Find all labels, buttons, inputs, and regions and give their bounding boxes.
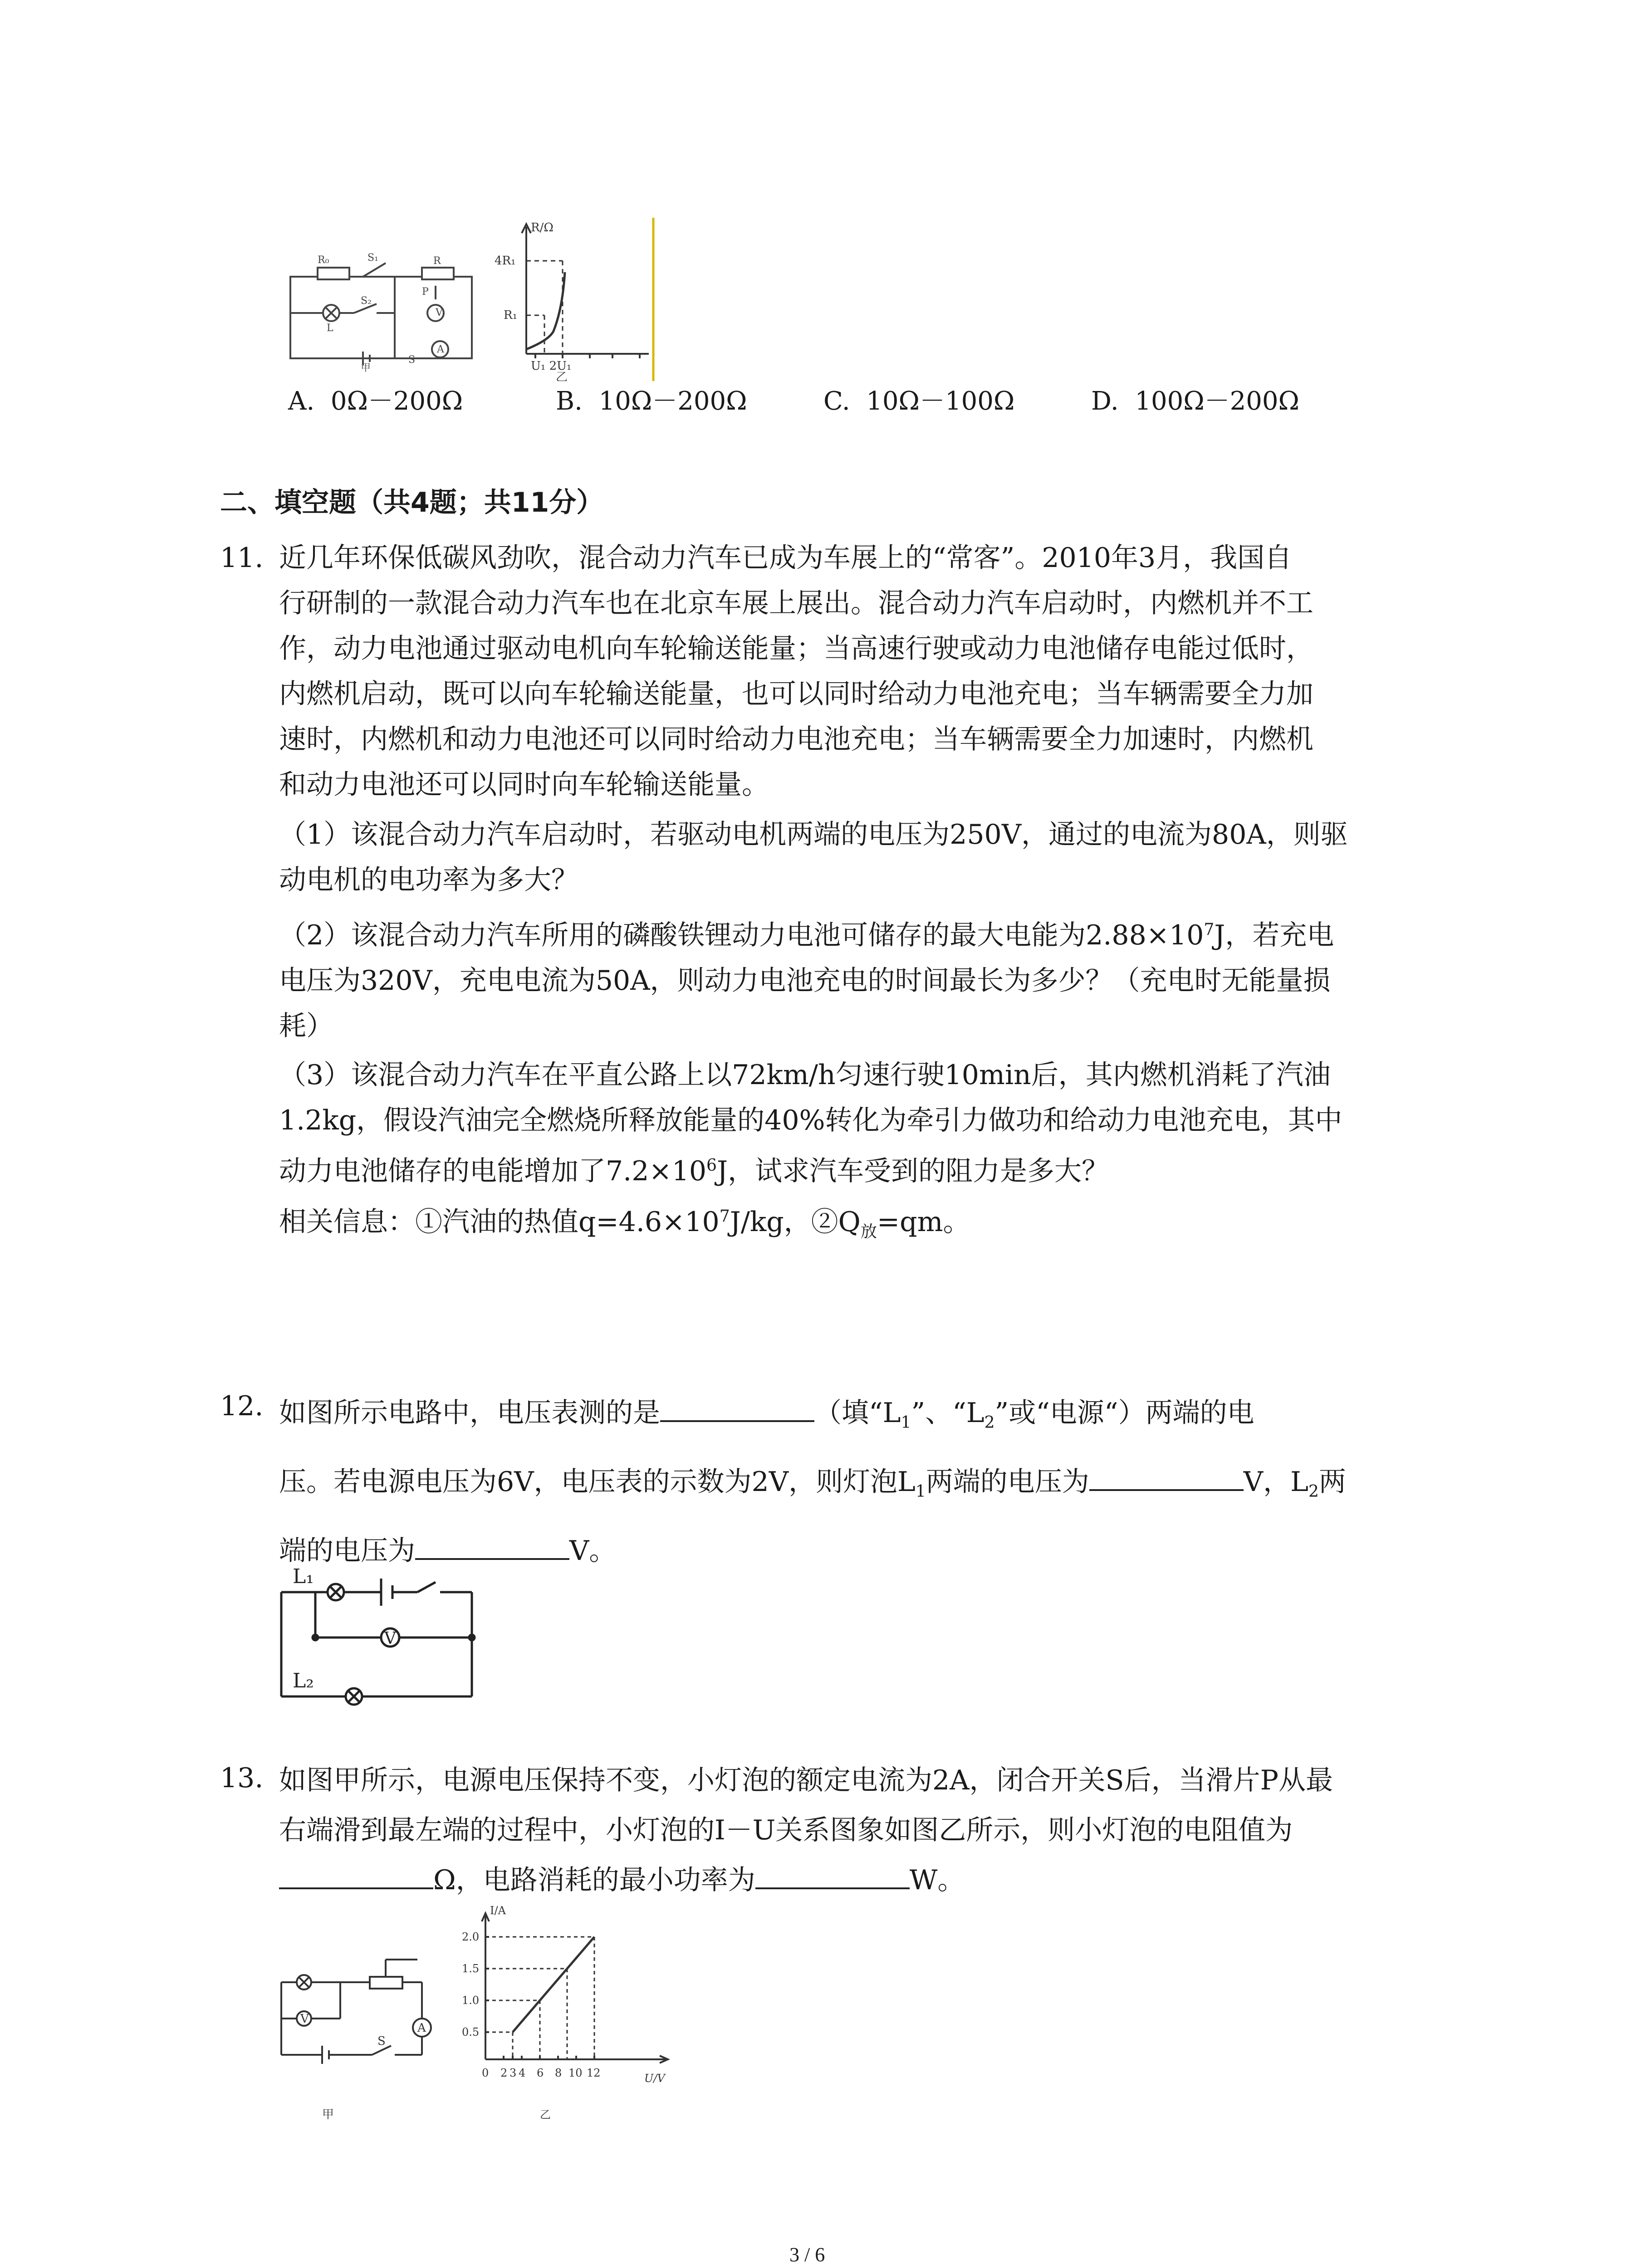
fig13-y-tick: 1.5 xyxy=(462,1962,480,1975)
fig13-x-tick: 0 xyxy=(482,2067,489,2079)
q12-blank-2[interactable] xyxy=(1089,1489,1244,1491)
q11-part3-line: 1.2kg，假设汽油完全燃烧所释放能量的40%转化为牵引力做功和给动力电池充电，其中 xyxy=(279,1105,1342,1136)
q11-part2-line: 耗） xyxy=(279,1010,333,1042)
fig12-v: V xyxy=(384,1629,396,1648)
option-d[interactable]: D. 100Ω－200Ω xyxy=(1091,386,1299,416)
fig13-x-tick: 8 xyxy=(555,2067,562,2079)
label-jia: 甲 xyxy=(361,362,371,372)
q11-part2-line: 电压为320V，充电电流为50A，则动力电池充电的时间最长为多少？（充电时无能量损 xyxy=(279,965,1331,997)
q12-line: 端的电压为 V。 xyxy=(279,1535,617,1567)
q12-stem xyxy=(279,1383,1346,1580)
option-b[interactable]: B. 10Ω－200Ω xyxy=(556,386,747,416)
q11-stem xyxy=(279,535,1313,807)
q12-number: 12. xyxy=(220,1390,264,1422)
fig12-l2: L₂ xyxy=(293,1669,314,1692)
label-p: P xyxy=(422,286,429,298)
label-v: V xyxy=(436,307,443,318)
label-s: S xyxy=(408,354,416,366)
q13-blank-2[interactable] xyxy=(755,1887,910,1889)
q13-stem xyxy=(279,1755,1333,1905)
graph-x-ticks: U₁ 2U₁ xyxy=(531,359,572,373)
q13-number: 13. xyxy=(220,1762,264,1794)
fig13-a: A xyxy=(417,2021,426,2035)
q11-part3-line: （3）该混合动力汽车在平直公路上以72km/h匀速行驶10min后，其内燃机消耗了汽油 xyxy=(279,1059,1331,1091)
fig13-x-tick: 2 xyxy=(500,2067,508,2079)
fig13-y-tick: 0.5 xyxy=(462,2026,480,2038)
option-a[interactable]: A. 0Ω－200Ω xyxy=(288,386,463,416)
q11-info: 相关信息：①汽油的热值$q=4.6\times 10^7J/kg$，$②Q_放=qm$。 xyxy=(279,1206,970,1241)
q11-part2-line: （2）该混合动力汽车所用的磷酸铁锂动力电池可储存的最大电能为$2.88\times 10^7J$，若充电 xyxy=(279,919,1334,951)
label-r: R xyxy=(433,255,441,267)
q10-graph-figure xyxy=(495,218,658,381)
graph-yi: 乙 xyxy=(556,371,568,381)
label-a: A xyxy=(437,344,444,355)
fig13-s: S xyxy=(377,2034,386,2048)
section-title: 二、填空题（共4题；共11分） xyxy=(220,487,604,518)
q13-graph-figure xyxy=(458,1905,694,2132)
q13-line: 右端滑到最左端的过程中，小灯泡的I－U关系图象如图乙所示，则小灯泡的电阻值为 xyxy=(279,1814,1293,1846)
fig13-y-tick: 2.0 xyxy=(462,1931,480,1943)
q12-blank-1[interactable] xyxy=(660,1420,814,1422)
q10-circuit-figure xyxy=(286,236,485,372)
q11-part1-line: （1）该混合动力汽车启动时，若驱动电机两端的电压为250V，通过的电流为80A，则驱 xyxy=(279,819,1348,850)
q12-line: 压。若电源电压为6V，电压表的示数为2V，则灯泡$L_1$两端的电压为 V，$L_2$两 xyxy=(279,1466,1346,1501)
graph-y-high: 4R₁ xyxy=(495,254,516,268)
q11-stem-line: 内燃机启动，既可以向车轮输送能量，也可以同时给动力电池充电；当车辆需要全力加 xyxy=(279,678,1313,710)
q13-blank-1[interactable] xyxy=(279,1887,433,1889)
q11-number: 11. xyxy=(220,542,264,574)
fig13-axis-x: U/V xyxy=(644,2072,665,2085)
q11-part1 xyxy=(279,812,1348,903)
graph-y-low: R₁ xyxy=(504,308,517,322)
fig13-axis-y: I/A xyxy=(490,1905,506,1917)
label-l: L xyxy=(327,323,333,334)
fig12-l1: L₁ xyxy=(293,1565,314,1588)
option-c[interactable]: C. 10Ω－100Ω xyxy=(823,386,1015,416)
q13-circuit-figure xyxy=(272,1950,454,2123)
q11-stem-line: 行研制的一款混合动力汽车也在北京车展上展出。混合动力汽车启动时，内燃机并不工 xyxy=(279,587,1313,619)
fig13-x-tick: 12 xyxy=(587,2067,601,2079)
q11-stem-line: 近几年环保低碳风劲吹，混合动力汽车已成为车展上的“常客”。2010年3月，我国自 xyxy=(279,542,1292,574)
fig13-yi: 乙 xyxy=(540,2108,551,2121)
fig13-v: V xyxy=(300,2012,309,2026)
fig13-x-tick: 3 xyxy=(509,2067,517,2079)
q11-stem-line: 和动力电池还可以同时向车轮输送能量。 xyxy=(279,769,769,801)
fig13-x-tick: 6 xyxy=(537,2067,544,2079)
label-s1: S₁ xyxy=(367,252,378,264)
q12-line: 如图所示电路中，电压表测的是 （填“$L_1$”、“$L_2$”或“电源“）两端的电 xyxy=(279,1397,1254,1432)
graph-axis-y: R/Ω xyxy=(531,221,554,235)
q11-stem-line: 速时，内燃机和动力电池还可以同时给动力电池充电；当车辆需要全力加速时，内燃机 xyxy=(279,723,1313,755)
page-number: 3 / 6 xyxy=(789,2244,825,2266)
q11-part3-line: 动力电池储存的电能增加了$7.2\times 10^6J$，试求汽车受到的阻力是多大？ xyxy=(279,1155,1109,1187)
q11-part3 xyxy=(279,1052,1342,1255)
q13-line: 如图甲所示，电源电压保持不变，小灯泡的额定电流为2A，闭合开关S后，当滑片P从最 xyxy=(279,1765,1333,1796)
q12-circuit-figure xyxy=(272,1551,490,1715)
q11-stem-line: 作，动力电池通过驱动电机向车轮输送能量；当高速行驶或动力电池储存电能过低时， xyxy=(279,633,1313,665)
q11-part2 xyxy=(279,907,1334,1049)
q13-line: Ω，电路消耗的最小功率为 W。 xyxy=(279,1855,1333,1905)
fig13-x-tick: 4 xyxy=(519,2067,526,2079)
fig13-y-tick: 1.0 xyxy=(462,1994,480,2007)
fig13-x-tick: 10 xyxy=(568,2067,583,2079)
label-s2: S₂ xyxy=(361,295,372,307)
fig13-jia: 甲 xyxy=(322,2108,334,2121)
label-r0: R₀ xyxy=(318,254,329,266)
q11-part1-line: 动电机的电功率为多大？ xyxy=(279,864,578,896)
